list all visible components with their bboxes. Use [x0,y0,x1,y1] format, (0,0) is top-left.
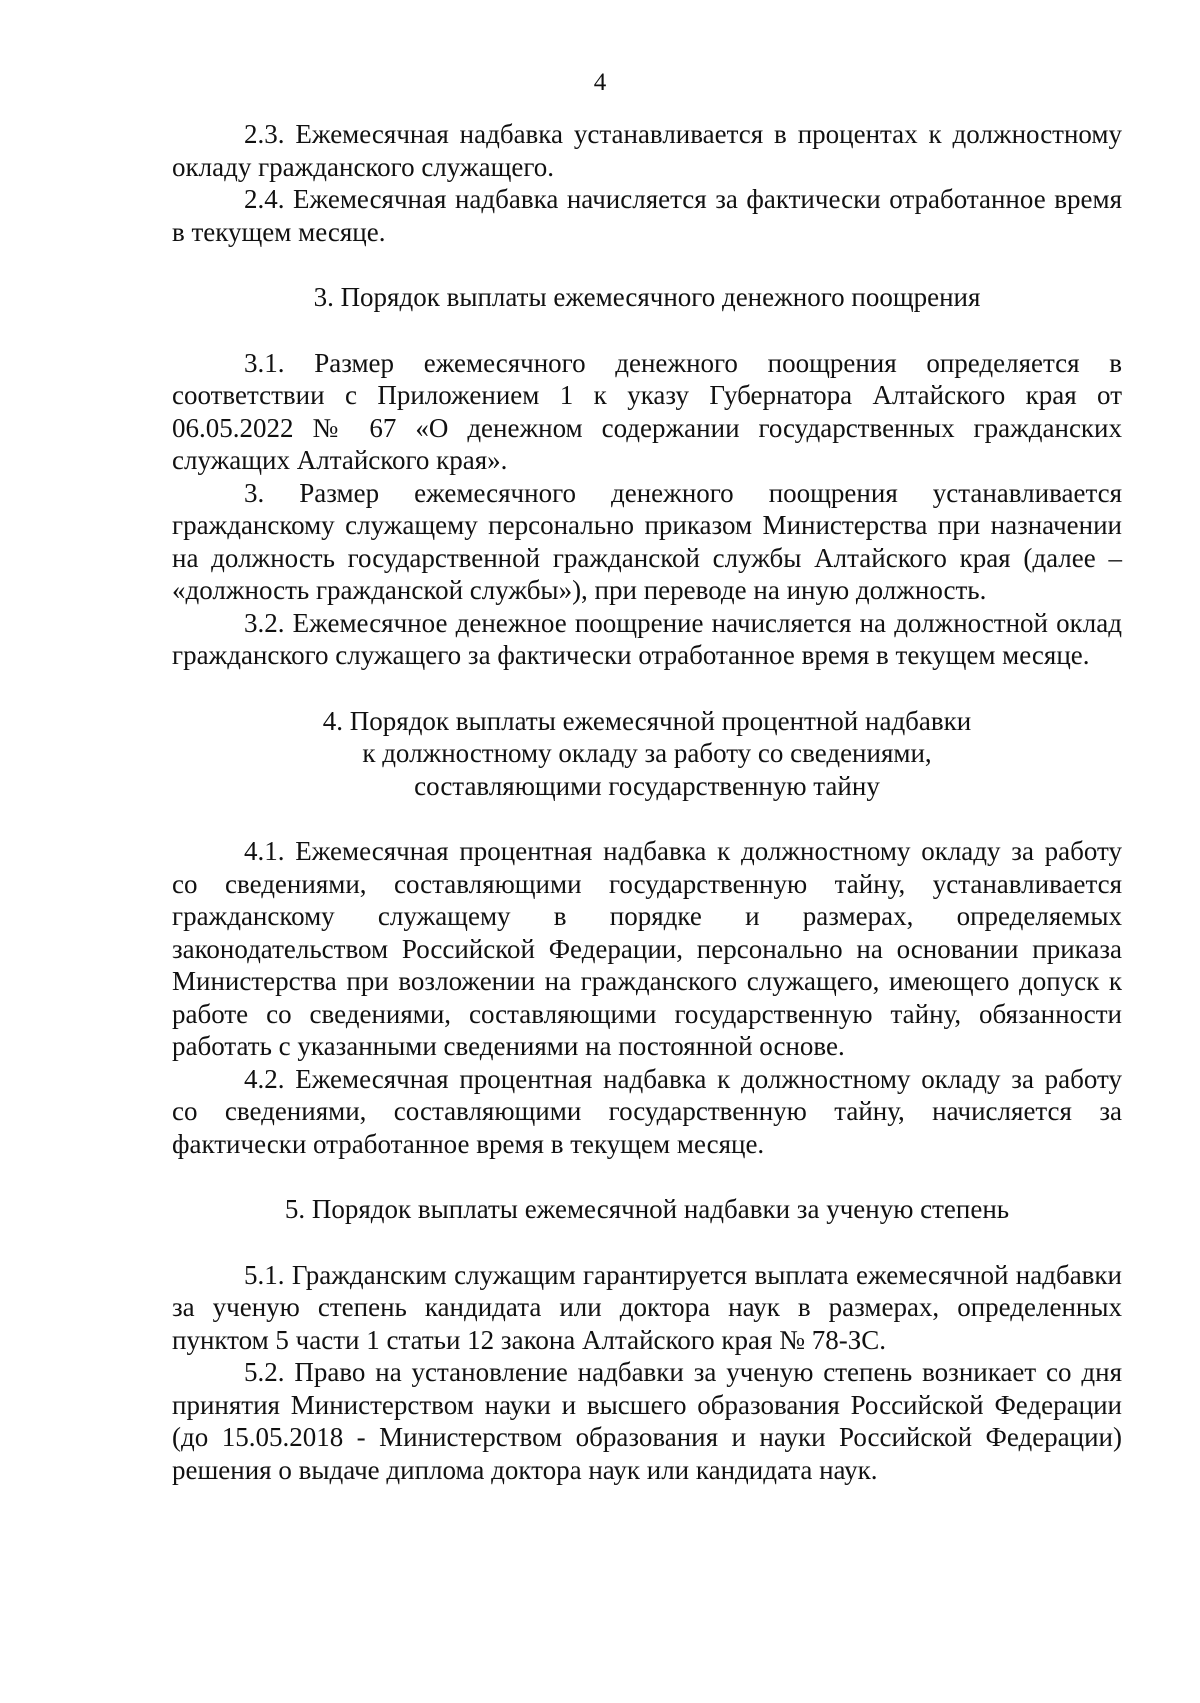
page-number: 4 [593,69,607,96]
paragraph-2-4: 2.4. Ежемесячная надбавка начисляется за фактически отработанное время в текущем месяце. [172,184,1122,247]
paragraph-5-1: 5.1. Гражданским служащим гарантируется выплата ежемесячной надбавки за ученую степень кандидата или доктора наук в размерах, определенных пунктом 5 части 1 статьи 12 закона Алтайского края № 78-ЗС. [172,1259,1122,1355]
section-heading-4 [172,705,1122,803]
heading-line: к должностному окладу за работу со сведениями, [362,738,932,768]
heading-line: 5. Порядок выплаты ежемесячной надбавки за ученую степень [284,1194,1010,1224]
document-body [172,118,1122,1486]
heading-line: составляющими государственную тайну [414,770,880,801]
paragraph-2-3: 2.3. Ежемесячная надбавка устанавливается в процентах к должностному окладу гражданского служащего. [172,119,1122,182]
paragraph-3-1: 3.1. Размер ежемесячного денежного поощрения определяется в соответствии с Приложением 1 к указу Губернатора Алтайского края от 06.05.2022 № 67 «О денежном содержании государственных гражданских служащих Алтайского края». [172,347,1122,475]
paragraph-3-2: 3.2. Ежемесячное денежное поощрение начисляется на должностной оклад гражданского служащего за фактически отработанное время в текущем месяце. [172,607,1122,670]
section-heading-5 [172,1193,1122,1226]
paragraph-3: 3. Размер ежемесячного денежного поощрения устанавливается гражданскому служащему персонально приказом Министерства при назначении на должность государственной гражданской службы Алтайского края (далее – «должность гражданской службы»), при переводе на иную должность. [172,477,1122,605]
paragraph-5-2: 5.2. Право на установление надбавки за ученую степень возникает со дня принятия Министерством науки и высшего образования Российской Федерации (до 15.05.2018 - Министерством образования и науки Российской Федерации) решения о выдаче диплома доктора наук или кандидата наук. [172,1357,1122,1485]
heading-line: 3. Порядок выплаты ежемесячного денежного поощрения [313,282,981,312]
paragraph-4-2: 4.2. Ежемесячная процентная надбавка к должностному окладу за работу со сведениями, составляющими государственную тайну, начисляется за фактически отработанное время в текущем месяце. [172,1063,1122,1159]
paragraph-4-1: 4.1. Ежемесячная процентная надбавка к должностному окладу за работу со сведениями, составляющими государственную тайну, устанавливается гражданскому служащему в порядке и размерах, определяемых законодательством Российской Федерации, персонально на основании приказа Министерства при возложении на гражданского служащего, имеющего допуск к работе со сведениями, составляющими государственную тайну, обязанности работать с указанными сведениями на постоянной основе. [172,836,1122,1061]
heading-line: 4. Порядок выплаты ежемесячной процентной надбавки [322,705,972,736]
section-heading-3 [172,281,1122,314]
